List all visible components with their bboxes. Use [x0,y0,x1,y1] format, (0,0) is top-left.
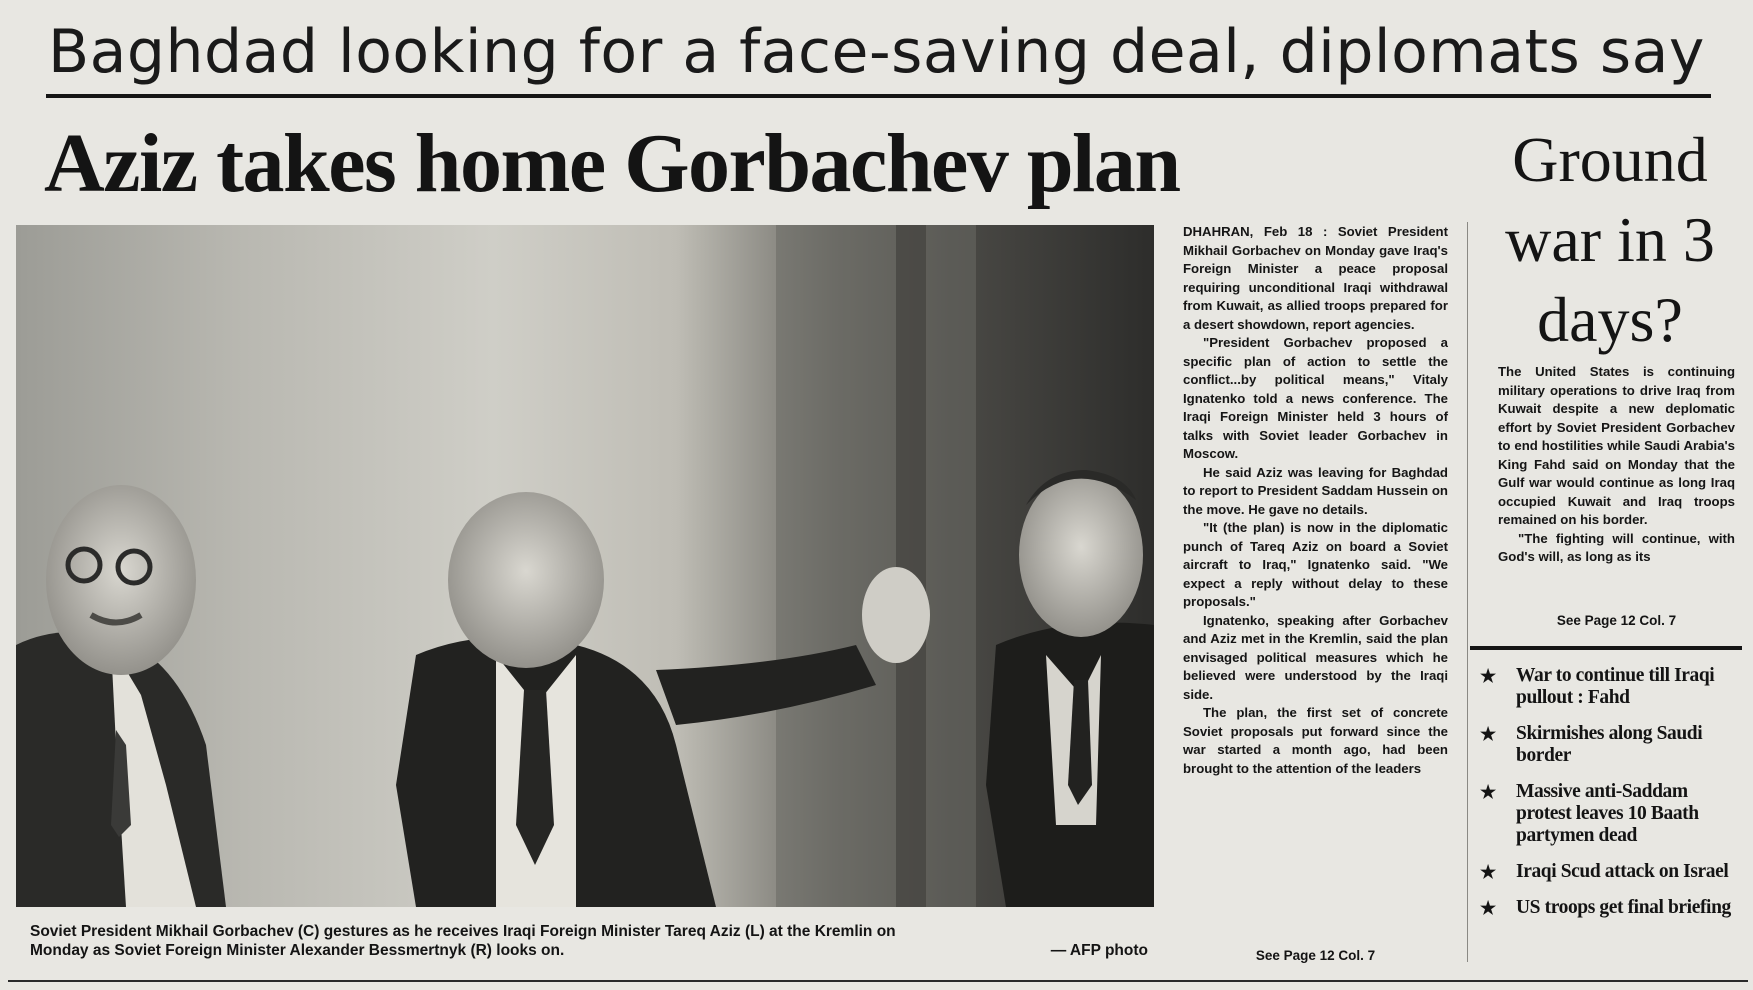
star-icon: ★ [1480,782,1496,802]
caption-line-1: Soviet President Mikhail Gorbachev (C) gestures as he receives Iraqi Foreign Minister Tareq Aziz (L) at the Kremlin on [30,923,896,940]
index-item [1474,781,1746,847]
bottom-rule [8,980,1748,982]
star-icon: ★ [1480,862,1496,882]
photo-caption [30,922,1150,960]
index-item-text: US troops get final briefing [1516,897,1731,918]
index-item-text: War to continue till Iraqi pullout : Fahd [1516,665,1715,708]
index-item-text: Iraqi Scud attack on Israel [1516,861,1729,882]
star-icon: ★ [1480,724,1496,744]
news-photo [16,225,1154,907]
story-paragraph: DHAHRAN, Feb 18 : Soviet President Mikhail Gorbachev on Monday gave Iraq's Foreign Minister a peace proposal requiring unconditional Iraqi withdrawal from Kuwait, as allied troops prepared for a desert showdown, report agencies. [1183,224,1448,332]
story-paragraph: "It (the plan) is now in the diplomatic punch of Tareq Aziz on board a Soviet aircraft to Iraq," Ignatenko said. "We expect a reply without delay to these proposals." [1183,520,1448,609]
side-story-column [1498,363,1735,643]
side-story-paragraph: "The fighting will continue, with God's will, as long as its [1498,530,1735,564]
index-item [1474,897,1746,919]
index-item [1474,723,1746,767]
main-headline: Aziz takes home Gorbachev plan [44,117,1180,210]
star-icon: ★ [1480,666,1496,686]
index-item-text: Massive anti-Saddam protest leaves 10 Baath partymen dead [1516,781,1699,846]
jump-line-side: See Page 12 Col. 7 [1556,613,1677,628]
main-story-column [1183,223,1448,943]
kicker-rule [46,94,1711,98]
index-item [1474,861,1746,883]
jump-line-main: See Page 12 Col. 7 [1255,948,1376,963]
index-item-text: Skirmishes along Saudi border [1516,723,1703,766]
star-icon: ★ [1480,898,1496,918]
column-divider [1467,222,1468,962]
side-headline: Ground war in 3 days? [1505,124,1715,355]
index-rule [1470,646,1742,650]
story-paragraph: "President Gorbachev proposed a specific plan of action to settle the conflict...by political means," Vitaly Ignatenko told a news conference. The Iraqi Foreign Minister held 3 hours of talks with Soviet leader Gorbachev in Moscow. [1183,335,1448,461]
caption-line-2: Monday as Soviet Foreign Minister Alexander Bessmertnyk (R) looks on. [30,942,565,959]
photo-credit: — AFP photo [1050,942,1148,959]
kicker-headline: Baghdad looking for a face-saving deal, diplomats say [48,17,1705,87]
story-index [1474,665,1746,933]
side-story-paragraph: The United States is continuing military operations to drive Iraq from Kuwait despite a new deplomatic effort by Soviet President Gorbachev to end hostilities while Saudi Arabia's King Fahd said on Monday that the Gulf war would continue as long Iraq occupied Kuwait and Iraq troops remained on his border. [1498,364,1735,527]
story-paragraph: Ignatenko, speaking after Gorbachev and Aziz met in the Kremlin, said the plan envisaged political measures which he believed were understood by the Iraqi side. [1183,612,1448,702]
story-paragraph: The plan, the first set of concrete Soviet proposals put forward since the war started a month ago, had been brought to the attention of the leaders [1183,705,1448,776]
photo-illustration [16,225,1154,907]
story-paragraph: He said Aziz was leaving for Baghdad to report to President Saddam Hussein on the move. He gave no details. [1183,464,1448,517]
index-item [1474,665,1746,709]
